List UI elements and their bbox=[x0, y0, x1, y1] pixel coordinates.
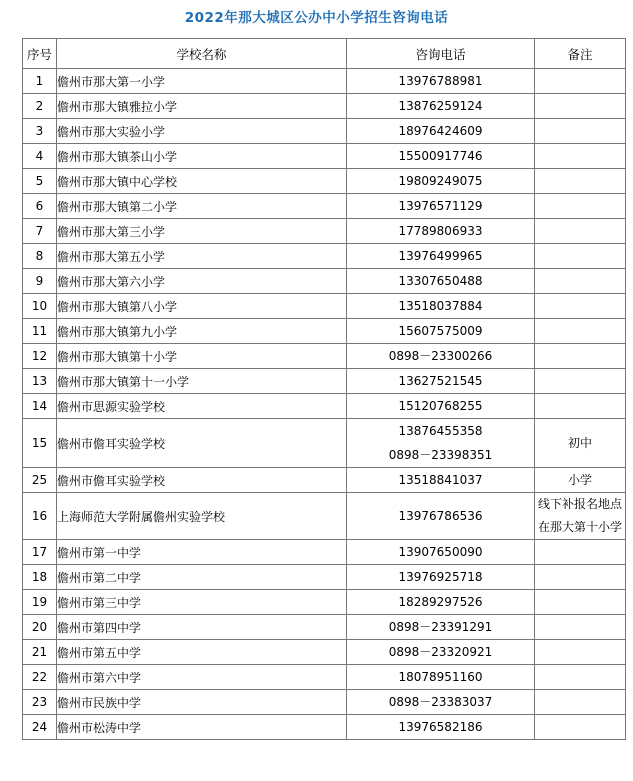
cell-school-name: 儋州市那大镇第二小学 bbox=[57, 194, 347, 219]
cell-note bbox=[535, 615, 626, 640]
table-row bbox=[23, 194, 626, 219]
cell-seq: 20 bbox=[23, 615, 57, 640]
cell-seq: 17 bbox=[23, 540, 57, 565]
cell-phone bbox=[347, 269, 535, 294]
cell-school-name: 儋州市那大镇第十小学 bbox=[57, 344, 347, 369]
table-row bbox=[23, 419, 626, 468]
cell-note bbox=[535, 715, 626, 740]
phone-number: 15500917746 bbox=[398, 149, 483, 163]
page-title: 2022年那大城区公办中小学招生咨询电话 bbox=[184, 10, 449, 26]
cell-note bbox=[535, 219, 626, 244]
cell-note bbox=[535, 394, 626, 419]
table-row bbox=[23, 144, 626, 169]
cell-seq: 25 bbox=[23, 468, 57, 493]
cell-phone bbox=[347, 169, 535, 194]
phone-number: 18078951160 bbox=[398, 670, 483, 684]
cell-seq: 2 bbox=[23, 94, 57, 119]
cell-seq: 1 bbox=[23, 69, 57, 94]
cell-seq: 10 bbox=[23, 294, 57, 319]
cell-seq: 4 bbox=[23, 144, 57, 169]
cell-phone bbox=[347, 294, 535, 319]
table-row bbox=[23, 94, 626, 119]
phone-number: 18289297526 bbox=[398, 595, 483, 609]
cell-note bbox=[535, 294, 626, 319]
table-row bbox=[23, 319, 626, 344]
cell-note bbox=[535, 269, 626, 294]
cell-school-name: 儋州市那大镇茶山小学 bbox=[57, 144, 347, 169]
phone-number: 18976424609 bbox=[398, 124, 483, 138]
cell-school-name: 儋州市那大镇第九小学 bbox=[57, 319, 347, 344]
table-row bbox=[23, 244, 626, 269]
table-header-row bbox=[23, 39, 626, 69]
cell-school-name: 儋州市那大镇雅拉小学 bbox=[57, 94, 347, 119]
table-row bbox=[23, 715, 626, 740]
cell-note bbox=[535, 565, 626, 590]
table-row bbox=[23, 119, 626, 144]
cell-phone bbox=[347, 144, 535, 169]
cell-note bbox=[535, 640, 626, 665]
cell-school-name: 儋州市第四中学 bbox=[57, 615, 347, 640]
header-phone: 咨询电话 bbox=[347, 39, 535, 69]
table-row bbox=[23, 540, 626, 565]
table-row bbox=[23, 615, 626, 640]
phone-number: 0898－23300266 bbox=[388, 349, 493, 363]
table-row bbox=[23, 169, 626, 194]
cell-school-name: 儋州市那大实验小学 bbox=[57, 119, 347, 144]
cell-note bbox=[535, 144, 626, 169]
cell-note bbox=[535, 690, 626, 715]
cell-phone bbox=[347, 119, 535, 144]
cell-seq: 6 bbox=[23, 194, 57, 219]
table-row bbox=[23, 565, 626, 590]
cell-note bbox=[535, 665, 626, 690]
cell-school-name: 儋州市那大镇第十一小学 bbox=[57, 369, 347, 394]
phone-number: 0898－23320921 bbox=[388, 645, 493, 659]
cell-phone bbox=[347, 540, 535, 565]
cell-school-name: 儋州市第五中学 bbox=[57, 640, 347, 665]
cell-seq: 3 bbox=[23, 119, 57, 144]
cell-seq: 22 bbox=[23, 665, 57, 690]
phone-number: 0898－23391291 bbox=[388, 620, 493, 634]
cell-seq: 23 bbox=[23, 690, 57, 715]
table-row bbox=[23, 344, 626, 369]
cell-note bbox=[535, 493, 626, 540]
phone-number: 13976582186 bbox=[398, 720, 483, 734]
cell-phone bbox=[347, 640, 535, 665]
cell-school-name: 儋州市那大第三小学 bbox=[57, 219, 347, 244]
cell-seq: 21 bbox=[23, 640, 57, 665]
cell-seq: 16 bbox=[23, 493, 57, 540]
cell-phone bbox=[347, 468, 535, 493]
cell-school-name: 儋州市松涛中学 bbox=[57, 715, 347, 740]
cell-school-name: 儋州市第三中学 bbox=[57, 590, 347, 615]
phone-number: 13976499965 bbox=[398, 249, 483, 263]
cell-phone bbox=[347, 219, 535, 244]
cell-note bbox=[535, 540, 626, 565]
cell-note bbox=[535, 119, 626, 144]
cell-phone bbox=[347, 69, 535, 94]
table-row bbox=[23, 269, 626, 294]
cell-note bbox=[535, 468, 626, 493]
table-row bbox=[23, 590, 626, 615]
phone-number: 13976571129 bbox=[398, 199, 483, 213]
cell-school-name: 儋州市那大第一小学 bbox=[57, 69, 347, 94]
cell-seq: 7 bbox=[23, 219, 57, 244]
table-row bbox=[23, 294, 626, 319]
cell-seq: 15 bbox=[23, 419, 57, 468]
table-row bbox=[23, 219, 626, 244]
phone-number: 13976786536 bbox=[398, 509, 483, 523]
phone-number: 0898－23398351 bbox=[388, 448, 493, 462]
cell-note bbox=[535, 590, 626, 615]
phone-number: 13518841037 bbox=[398, 473, 483, 487]
phone-number: 17789806933 bbox=[398, 224, 483, 238]
cell-phone bbox=[347, 344, 535, 369]
phone-number: 13518037884 bbox=[398, 299, 483, 313]
cell-school-name: 儋州市儋耳实验学校 bbox=[57, 468, 347, 493]
table-body bbox=[23, 69, 626, 740]
cell-phone bbox=[347, 493, 535, 540]
cell-phone bbox=[347, 690, 535, 715]
phone-number: 13307650488 bbox=[398, 274, 483, 288]
cell-note bbox=[535, 319, 626, 344]
cell-phone bbox=[347, 590, 535, 615]
header-school: 学校名称 bbox=[57, 39, 347, 69]
cell-phone bbox=[347, 194, 535, 219]
cell-school-name: 儋州市那大镇中心学校 bbox=[57, 169, 347, 194]
cell-school-name: 儋州市思源实验学校 bbox=[57, 394, 347, 419]
phone-number: 13976788981 bbox=[398, 74, 483, 88]
cell-school-name: 儋州市第六中学 bbox=[57, 665, 347, 690]
cell-seq: 8 bbox=[23, 244, 57, 269]
cell-seq: 19 bbox=[23, 590, 57, 615]
cell-seq: 13 bbox=[23, 369, 57, 394]
cell-seq: 11 bbox=[23, 319, 57, 344]
table-row bbox=[23, 690, 626, 715]
cell-seq: 12 bbox=[23, 344, 57, 369]
table-row bbox=[23, 69, 626, 94]
table-row bbox=[23, 665, 626, 690]
cell-phone bbox=[347, 244, 535, 269]
cell-seq: 9 bbox=[23, 269, 57, 294]
cell-note bbox=[535, 344, 626, 369]
cell-school-name: 儋州市儋耳实验学校 bbox=[57, 419, 347, 468]
cell-school-name: 儋州市那大镇第八小学 bbox=[57, 294, 347, 319]
table-row bbox=[23, 394, 626, 419]
cell-note bbox=[535, 244, 626, 269]
cell-seq: 14 bbox=[23, 394, 57, 419]
cell-school-name: 儋州市那大第六小学 bbox=[57, 269, 347, 294]
table-row bbox=[23, 369, 626, 394]
cell-phone bbox=[347, 94, 535, 119]
cell-phone bbox=[347, 394, 535, 419]
cell-school-name: 儋州市第二中学 bbox=[57, 565, 347, 590]
cell-note bbox=[535, 94, 626, 119]
phone-number: 13876455358 bbox=[398, 424, 483, 438]
note-text: 线下补报名地点在那大第十小学 bbox=[537, 497, 622, 534]
phone-number: 0898－23383037 bbox=[388, 695, 493, 709]
cell-school-name: 上海师范大学附属儋州实验学校 bbox=[57, 493, 347, 540]
cell-phone bbox=[347, 665, 535, 690]
cell-phone bbox=[347, 565, 535, 590]
cell-note bbox=[535, 419, 626, 468]
note-text: 小学 bbox=[567, 472, 592, 487]
note-text: 初中 bbox=[567, 435, 592, 450]
phone-number: 13876259124 bbox=[398, 99, 483, 113]
phone-number: 15607575009 bbox=[398, 324, 483, 338]
phone-number: 19809249075 bbox=[398, 174, 483, 188]
cell-note bbox=[535, 169, 626, 194]
cell-note bbox=[535, 369, 626, 394]
table-row bbox=[23, 493, 626, 540]
cell-school-name: 儋州市那大第五小学 bbox=[57, 244, 347, 269]
cell-phone bbox=[347, 715, 535, 740]
table-row bbox=[23, 468, 626, 493]
phone-number: 13907650090 bbox=[398, 545, 483, 559]
contact-table bbox=[22, 38, 626, 740]
table-row bbox=[23, 640, 626, 665]
cell-phone bbox=[347, 419, 535, 468]
cell-school-name: 儋州市民族中学 bbox=[57, 690, 347, 715]
cell-phone bbox=[347, 615, 535, 640]
cell-seq: 18 bbox=[23, 565, 57, 590]
cell-seq: 24 bbox=[23, 715, 57, 740]
header-seq: 序号 bbox=[23, 39, 57, 69]
phone-number: 13627521545 bbox=[398, 374, 483, 388]
phone-number: 15120768255 bbox=[398, 399, 483, 413]
cell-phone bbox=[347, 369, 535, 394]
cell-seq: 5 bbox=[23, 169, 57, 194]
cell-note bbox=[535, 194, 626, 219]
cell-school-name: 儋州市第一中学 bbox=[57, 540, 347, 565]
cell-note bbox=[535, 69, 626, 94]
phone-number: 13976925718 bbox=[398, 570, 483, 584]
header-note: 备注 bbox=[535, 39, 626, 69]
cell-phone bbox=[347, 319, 535, 344]
